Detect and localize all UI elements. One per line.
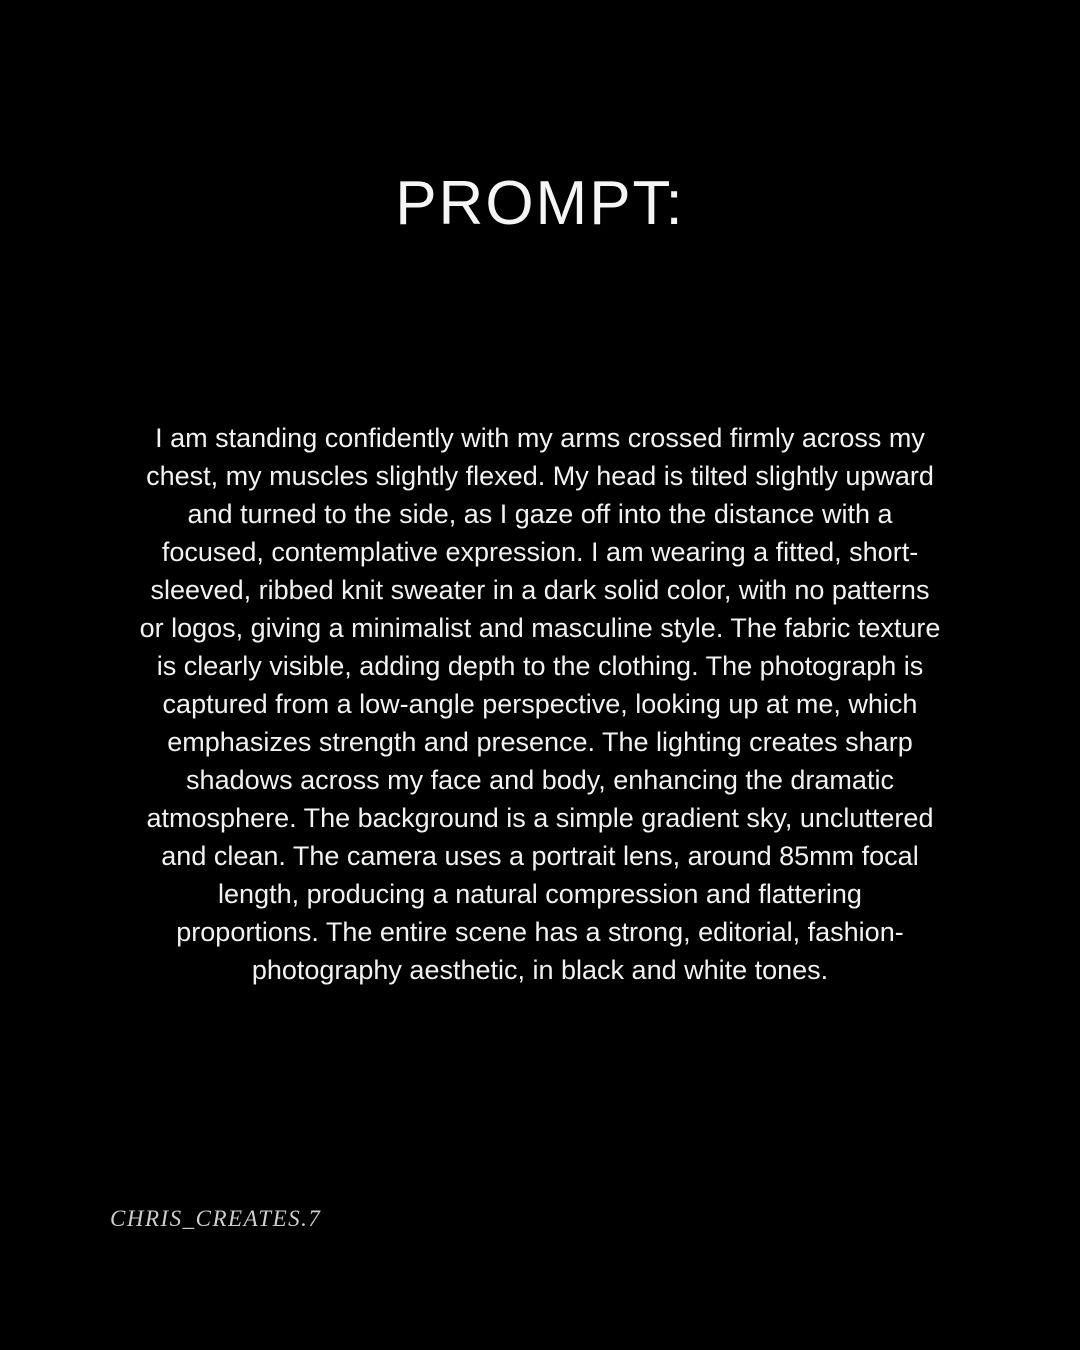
prompt-line: length, producing a natural compression and flattering	[218, 879, 862, 909]
prompt-line: focused, contemplative expression. I am wearing a fitted, short-	[161, 537, 919, 567]
prompt-line: and turned to the side, as I gaze off into the distance with a	[187, 499, 893, 529]
prompt-line: atmosphere. The background is a simple gradient sky, uncluttered	[146, 803, 934, 833]
prompt-line: or logos, giving a minimalist and masculine style. The fabric texture	[139, 613, 941, 643]
watermark-handle: CHRIS_CREATES.7	[110, 1206, 322, 1231]
prompt-line: photography aesthetic, in black and white tones.	[251, 955, 829, 985]
page-title: PROMPT:	[395, 169, 685, 238]
prompt-line: chest, my muscles slightly flexed. My head is tilted slightly upward	[146, 461, 934, 491]
prompt-line: shadows across my face and body, enhancing the dramatic	[186, 765, 894, 795]
prompt-line: and clean. The camera uses a portrait lens, around 85mm focal	[161, 841, 919, 871]
prompt-line: emphasizes strength and presence. The lighting creates sharp	[167, 727, 913, 757]
prompt-line: is clearly visible, adding depth to the clothing. The photograph is	[156, 651, 924, 681]
prompt-paragraph	[90, 419, 990, 989]
prompt-line: sleeved, ribbed knit sweater in a dark solid color, with no patterns	[150, 575, 930, 605]
prompt-line: I am standing confidently with my arms crossed firmly across my	[155, 423, 925, 453]
prompt-line: captured from a low-angle perspective, looking up at me, which	[162, 689, 918, 719]
prompt-line: proportions. The entire scene has a strong, editorial, fashion-	[176, 917, 904, 947]
